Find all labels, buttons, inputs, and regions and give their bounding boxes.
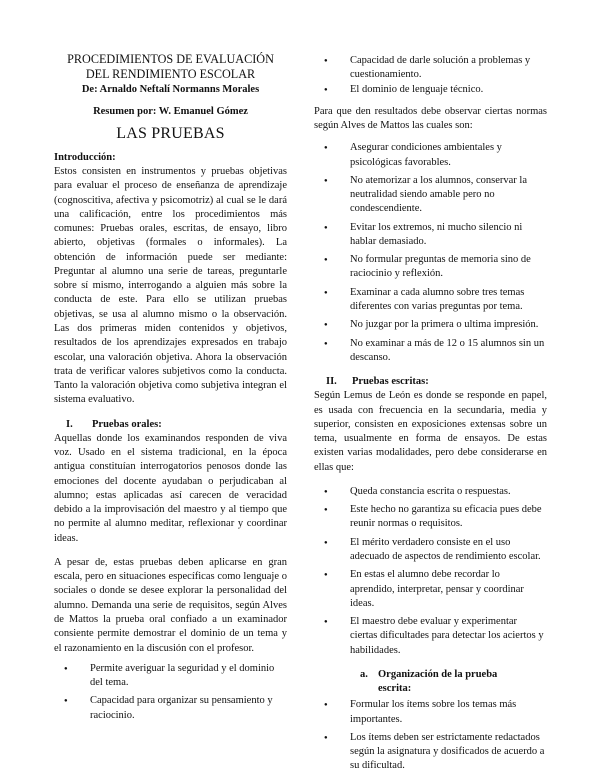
subsection-title-line-1: Organización de la prueba [378,668,498,680]
list-item: ● Examinar a cada alumno sobre tres temas diferentes con varias preguntas por tema. [314,286,547,315]
list-item: ● No formular preguntas de memoria sino de raciocinio y reflexión. [314,253,547,282]
orales-bullet-list-continued [314,54,547,97]
list-item: ● Este hecho no garantiza su eficacia pues debe reunir normas o requisitos. [314,503,547,532]
list-item: ● El dominio de lenguaje técnico. [314,83,547,97]
subsection-number: a. [360,668,368,680]
subsection-title-line-2: escrita: [378,683,412,695]
section-orales-number: I. [66,418,73,430]
escritas-paragraph-1: Según Lemus de León es donde se responde en papel, es usada con frecuencia en la secundaria, media y superior, consisten en exposiciones extensas sobre un tema, usualmente en forma de ensayos. De estas existen varias modalidades, pero debe considerarse en ellas que: [314,390,547,473]
orales-bullet-list [54,662,287,723]
main-title: LAS PRUEBAS [116,125,225,143]
list-item: ● Evitar los extremos, ni mucho silencio ni hablar demasiado. [314,221,547,250]
section-escritas-title: Pruebas escritas: [352,376,429,388]
normas-list [314,141,547,365]
list-item: ● No examinar a más de 12 o 15 alumnos sin un descanso. [314,337,547,366]
resumen-line: Resumen por: W. Emanuel Gómez [93,105,248,117]
list-item: ● Permite averiguar la seguridad y el dominio del tema. [54,662,287,691]
orales-paragraph-1: Aquellas donde los examinandos responden de viva voz. Usado en el sistema tradicional, en la época antigua constituían interrogatorios penosos donde las emociones del docente ayudaban o perjudicaban al alumno; estas aplicadas así carecen de veracidad debido a la improvisación del maestro y al tiempo que no permite al alumno meditar, reflexionar y coordinar ideas. [54,432,287,544]
list-item: ● Queda constancia escrita o respuestas. [314,485,547,499]
list-item: ● En estas el alumno debe recordar lo aprendido, interpretar, pensar y coordinar ideas. [314,568,547,611]
author-line: De: Arnaldo Neftalí Normanns Morales [81,83,260,95]
list-item: ● Los ítems deben ser estrictamente redactados según la asignatura y dosificados de acuerdo a su dificultad. [314,731,547,774]
section-orales-title: Pruebas orales: [92,418,162,430]
section-orales-heading [66,418,287,432]
left-column [54,52,287,727]
orales-paragraph-2: A pesar de, estas pruebas deben aplicarse en gran escala, pero en situaciones específicas como lenguaje o sociales o donde se desee explorar la personalidad del alumno. Demanda una serie de requisitos, según Alves de Mattos la prueba oral confiado a un examinador consiente permite demostrar el dominio de un tema y el razonamiento en la discusión con el profesor. [54,556,287,654]
section-escritas-number: II. [326,376,337,388]
document-title-line-2: DEL RENDIMIENTO ESCOLAR [85,67,256,82]
list-item: ● El mérito verdadero consiste en el uso adecuado de aspectos de rendimiento escolar. [314,536,547,565]
right-column [314,54,547,778]
subsection-organizacion-heading [360,668,547,697]
organizacion-bullet-list [314,698,547,773]
list-item: ● Asegurar condiciones ambientales y psicológicas favorables. [314,141,547,170]
list-item: ● No atemorizar a los alumnos, conservar la neutralidad siendo amable pero no condescendiente. [314,174,547,217]
list-item: ● El maestro debe evaluar y experimentar ciertas dificultades para detectar los aciertos y habilidades. [314,615,547,658]
list-item: ● Capacidad para organizar su pensamiento y raciocinio. [54,694,287,723]
list-item: ● Formular los ítems sobre los temas más importantes. [314,698,547,727]
list-item: ● Capacidad de darle solución a problemas y cuestionamiento. [314,54,547,83]
escritas-bullet-list [314,485,547,658]
normas-intro: Para que den resultados debe observar ciertas normas según Alves de Mattos las cuales son: [314,105,547,132]
document-title-line-1: PROCEDIMIENTOS DE EVALUACIÓN [67,52,274,66]
intro-paragraph: Estos consisten en instrumentos y pruebas objetivas para evaluar el proceso de enseñanza de aprendizaje (cognoscitiva, afectiva y psicomotriz) al cual se le dará una calificación, entre los procedimientos más comunes: Pruebas orales, escritas, de ensayo, libro abierto, objetivas (formales o informales). La obtención de información puede ser mediante: Preguntar al alumno una serie de tareas, preguntarle sobre sí mismo, interrogando a alguien más sobre la conducta de este. Para ello se utilizan pruebas objetivas, se usa al alumno mismo o la observación. Las dos primeras miden contenidos y objetivos, resultados de los aprendizajes expresados en trabajo escolar, una valoración objetiva. Ahora la observación trata de verificar valores subjetivos como la conducta. Tanto la valoración objetiva como subjetiva integran el sistema evaluativo. [54,166,287,406]
section-escritas-heading [326,375,547,389]
list-item: ● No juzgar por la primera o ultima impresión. [314,318,547,332]
intro-heading: Introducción: [54,151,116,163]
